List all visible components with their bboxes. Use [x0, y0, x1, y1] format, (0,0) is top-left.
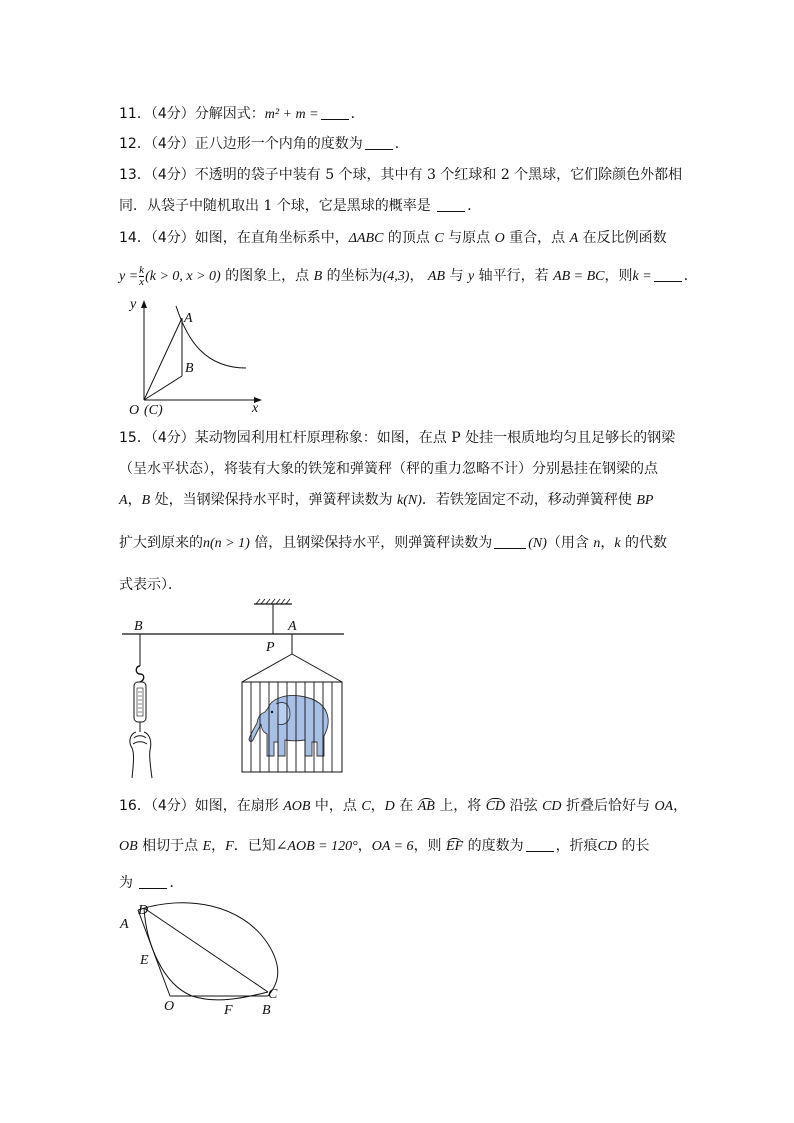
- question-number: 13．: [119, 167, 151, 183]
- question-16-line-2: [119, 836, 679, 857]
- question-15-line-2: [119, 459, 679, 479]
- math-var: AOB: [283, 799, 311, 814]
- q14-figure: [120, 296, 270, 418]
- question-text: 如图，在扇形: [194, 798, 284, 814]
- folded-arc-cd: [144, 908, 268, 1000]
- answer-blank[interactable]: [437, 197, 465, 212]
- answer-blank[interactable]: [365, 135, 393, 150]
- chord-cd: [144, 908, 268, 992]
- math-var: B: [313, 269, 323, 284]
- question-text: 分解因式：: [194, 106, 265, 122]
- question-number: 12．: [119, 136, 151, 152]
- punct: ．: [467, 198, 482, 214]
- question-text: 与: [445, 268, 468, 284]
- question-text: ．已知: [233, 838, 276, 854]
- label-b: B: [262, 1003, 271, 1018]
- fraction: [139, 265, 144, 288]
- cage-sling-right: [292, 654, 342, 682]
- question-15-line-4: [119, 533, 679, 554]
- label-b: B: [134, 619, 143, 634]
- question-points: （4分）: [150, 798, 195, 814]
- question-text: ，: [357, 838, 372, 854]
- label-a: A: [120, 917, 129, 932]
- question-text: 式表示）．: [119, 577, 182, 593]
- q16-figure: [116, 898, 286, 1022]
- punct: ．: [394, 136, 409, 152]
- math-var: A: [569, 231, 579, 246]
- question-text: 同．从袋子中随机取出 1 个球，它是黑球的概率是: [119, 198, 431, 214]
- question-text: 如图，在直角坐标系中，: [194, 230, 349, 246]
- scale-hook: [136, 666, 144, 682]
- question-text: 为: [119, 875, 133, 891]
- question-text: 扩大到原来的: [119, 535, 203, 551]
- question-text: （用含: [546, 535, 594, 551]
- label-x: x: [252, 401, 259, 416]
- question-text: ，: [370, 798, 385, 814]
- q15-figure: [118, 596, 348, 782]
- question-number: 16．: [119, 798, 151, 814]
- question-text: 的代数: [620, 535, 668, 551]
- question-number: 14．: [119, 230, 151, 246]
- label-c: (C): [144, 403, 163, 418]
- answer-blank[interactable]: [654, 267, 682, 282]
- math-var: E: [202, 839, 212, 854]
- math-var: AB: [427, 269, 446, 284]
- question-text: ，: [127, 492, 142, 508]
- math-var: F: [225, 839, 234, 854]
- punct: ．: [169, 875, 184, 891]
- question-text: 的图象上，点: [220, 268, 314, 284]
- math-var: C: [361, 799, 371, 814]
- question-text: 的顶点: [383, 230, 435, 246]
- math-arc: AB: [417, 799, 435, 814]
- question-text: 轴平行，若: [474, 268, 554, 284]
- math-var: CD: [542, 799, 562, 814]
- math-var: k(N): [397, 493, 422, 508]
- punct: ．: [683, 268, 698, 284]
- math-arc: CD: [485, 799, 506, 814]
- question-text: 不透明的袋子中装有 5 个球，其中有 3 个红球和 2 个黑球，它们除颜色外都相: [194, 167, 683, 183]
- label-f: F: [224, 1003, 233, 1018]
- math-var: (N): [528, 536, 547, 551]
- math-var: BP: [636, 493, 654, 508]
- math-var: C: [434, 231, 444, 246]
- question-text: 的度数为: [463, 838, 524, 854]
- question-11: [119, 104, 679, 125]
- label-p: P: [266, 640, 275, 655]
- question-text: ，: [600, 535, 615, 551]
- question-text: 倍，且钢梁保持水平，则弹簧秤读数为: [249, 535, 493, 551]
- question-text: 正八边形一个内角的度数为: [194, 136, 363, 152]
- label-a: A: [288, 619, 297, 634]
- question-points: （4分）: [150, 167, 195, 183]
- hand-icon: [130, 732, 152, 778]
- question-text: ，: [673, 798, 688, 814]
- question-text: 沿弦: [505, 798, 543, 814]
- fraction-numerator: k: [139, 263, 145, 276]
- label-o: O: [164, 999, 175, 1014]
- math-var: n: [593, 536, 601, 551]
- math-var: (k > 0, x > 0): [145, 269, 221, 284]
- math-arc: EF: [446, 839, 464, 854]
- question-14-line-2: [119, 262, 698, 291]
- question-text: ，: [409, 268, 428, 284]
- math-var: y: [467, 269, 475, 284]
- question-12: [119, 134, 679, 154]
- question-15: [119, 428, 679, 448]
- question-text: ，则: [604, 268, 633, 284]
- question-points: （4分）: [150, 430, 195, 446]
- y-axis-arrow: [141, 300, 147, 308]
- question-text: ．若铁笼固定不动，移动弹簧秤使: [421, 492, 637, 508]
- question-15-line-3: [119, 490, 679, 511]
- question-text: ，折痕: [555, 838, 598, 854]
- math-var: (4,3): [382, 269, 410, 284]
- question-text: 在反比例函数: [578, 230, 667, 246]
- label-c: C: [268, 987, 278, 1002]
- math-var: k =: [632, 269, 652, 284]
- question-14: [119, 228, 679, 249]
- question-text: 与原点: [443, 230, 495, 246]
- ceiling-hatch: [256, 599, 290, 604]
- question-text: 处，当钢梁保持水平时，弹簧秤读数为: [150, 492, 398, 508]
- question-text: 的长: [617, 838, 650, 854]
- math-var: A: [119, 493, 128, 508]
- question-points: （4分）: [150, 230, 195, 246]
- question-13-line-2: [119, 196, 679, 216]
- math-var: OA: [654, 799, 674, 814]
- math-var: AB = BC: [553, 269, 605, 284]
- math-var: D: [384, 799, 395, 814]
- label-o: O: [129, 403, 140, 418]
- question-text: 上，将: [434, 798, 486, 814]
- label-e: E: [140, 953, 149, 968]
- question-text: 重合，点: [504, 230, 570, 246]
- question-text: 折叠后恰好与: [561, 798, 655, 814]
- answer-blank[interactable]: [139, 874, 167, 889]
- question-points: （4分）: [150, 136, 195, 152]
- punct: ．: [350, 106, 365, 122]
- label-b: B: [185, 361, 194, 376]
- question-15-line-5: [119, 575, 679, 595]
- math-var: O: [494, 231, 505, 246]
- question-text: 在: [394, 798, 418, 814]
- label-d: D: [138, 903, 149, 918]
- math-var: B: [141, 493, 151, 508]
- math-expression: m² + m =: [264, 107, 319, 122]
- question-text: （呈水平状态），将装有大象的铁笼和弹簧秤（秤的重力忽略不计）分别悬挂在钢梁的点: [119, 461, 658, 477]
- question-points: （4分）: [150, 106, 195, 122]
- label-y: y: [130, 297, 137, 312]
- fraction-denominator: x: [139, 275, 145, 288]
- question-text: 的坐标为: [322, 268, 383, 284]
- question-text: 某动物园利用杠杆原理称象：如图，在点 P 处挂一根质地均匀且足够长的钢梁: [194, 430, 676, 446]
- question-number: 11．: [119, 106, 151, 122]
- answer-blank[interactable]: [321, 105, 349, 120]
- question-number: 15．: [119, 430, 151, 446]
- math-var: OB: [119, 839, 138, 854]
- math-var: OA = 6: [371, 839, 414, 854]
- elephant-icon: [249, 696, 328, 757]
- answer-blank[interactable]: [494, 534, 526, 549]
- label-a: A: [184, 311, 193, 326]
- question-text: ，则: [413, 838, 447, 854]
- question-13: [119, 165, 683, 185]
- question-text: ，: [211, 838, 226, 854]
- arc-ab: [138, 903, 278, 996]
- math-var: CD: [597, 839, 618, 854]
- question-16-line-3: [119, 873, 679, 893]
- cage-sling-left: [242, 654, 292, 682]
- math-var: y =: [119, 269, 139, 284]
- math-var: k: [614, 536, 621, 551]
- math-var: n(n > 1): [203, 536, 250, 551]
- question-16: [119, 796, 688, 817]
- math-var: ΔABC: [348, 231, 384, 246]
- question-text: 相切于点: [137, 838, 203, 854]
- math-var: ∠AOB = 120°: [275, 839, 358, 854]
- answer-blank[interactable]: [526, 837, 554, 852]
- question-text: 中，点: [310, 798, 362, 814]
